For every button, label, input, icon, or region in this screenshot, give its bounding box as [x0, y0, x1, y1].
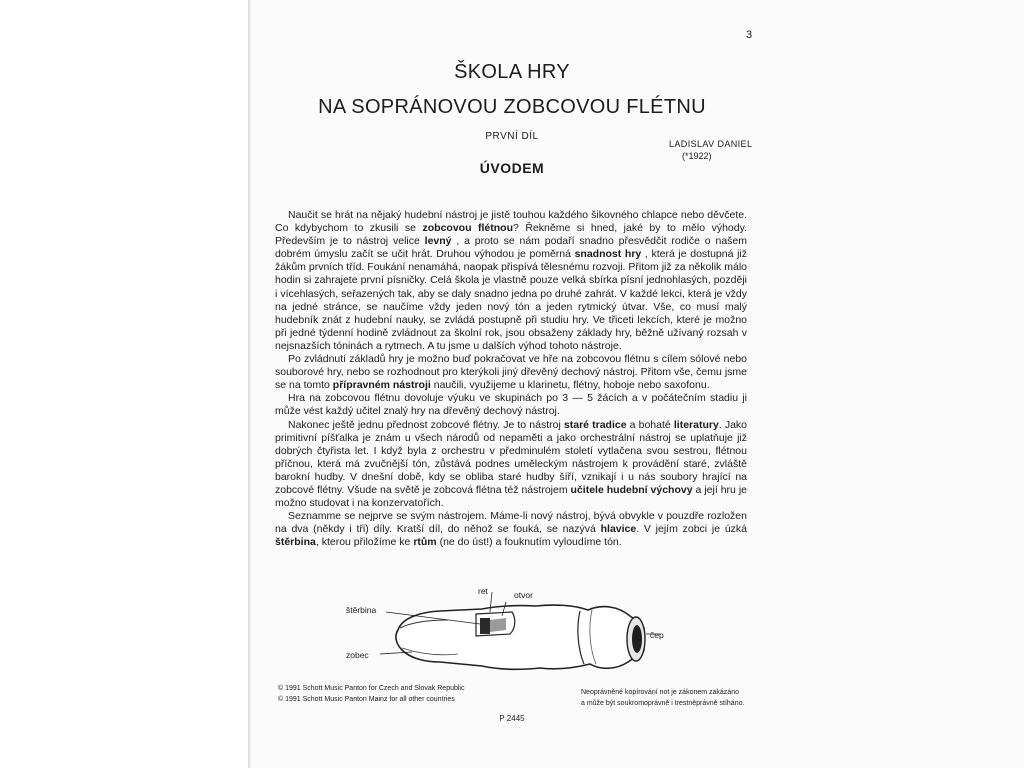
copy-warning	[581, 687, 744, 709]
title-line-2: NA SOPRÁNOVOU ZOBCOVOU FLÉTNU	[318, 96, 706, 118]
text-run: naučili, využijeme u klarinetu, flétny, hoboje nebo saxofonu.	[430, 379, 710, 392]
text-run: , která je dostupná již žákům prvních tříd. Foukání nenamáhá, naopak přispívá tělesnému rozvoji. Přitom již za několik málo hodin si zahrajete první písničky. Celá škola je vlastně pouze velká sbírka písní jednohlasých, později i vícehlasých, seřazených tak, aby se daly snadno jedna po druhé zahrát. V každé lekci, která je vždy na jedné stránce, se naučíme vždy jeden nový tón a jeden rytmický útvar. Vše, co musí malý hudebník znát z hudební nauky, se zvládá postupně při studiu hry. Ve třiceti lekcích, které je možno při jedné týdenní hodině zvládnout za školní rok, jsou obsaženy základy hry, běžně užívaný rozsah v nejsnazších tóninách a rytmech. A tu jsme u dalších výhod tohoto nástroje.	[275, 248, 747, 352]
bold-term: snadnost hry	[574, 248, 642, 261]
copyright-line-1: © 1991 Schott Music Panton for Czech and Slovak Republic	[278, 685, 465, 692]
body-text	[275, 209, 747, 549]
bold-term: přípravném nástroji	[332, 379, 431, 392]
text-run: Po zvládnutí základů hry je možno buď pokračovat ve hře na zobcovou flétnu s cílem sólové nebo souborové hry, nebo se rozhodnout pro kterýkoli jiný dřevěný dechový nástroj. Přitom vše, čemu jsme se na tomto	[275, 353, 747, 392]
figure-label-sterbina: štěrbina	[346, 605, 377, 615]
bold-term: štěrbina	[275, 536, 316, 549]
bold-term: staré tradice	[563, 418, 627, 431]
copyright-line-2: © 1991 Schott Music Panton Mainz for all other countries	[278, 696, 455, 703]
windway-shadow	[480, 618, 490, 634]
text-run: ? Řekněme si hned, jaké by to mělo výhody. Především je to nástroj velice	[275, 222, 747, 248]
subtitle: PRVNÍ DÍL	[485, 131, 539, 142]
title-line-1: ŠKOLA HRY	[454, 61, 570, 83]
recorder-figure	[340, 578, 720, 688]
body-paragraph	[275, 209, 747, 353]
author-years: (*1922)	[682, 151, 712, 161]
figure-label-ret: ret	[478, 586, 488, 596]
body-paragraph	[275, 392, 747, 418]
tenon-bore	[632, 625, 642, 653]
text-run: Hra na zobcovou flétnu dovoluje výuku ve skupinách po 3 — 5 žácích a v počátečním stadiu ji může vést každý učitel znalý hry na dřevěný dechový nástroj.	[275, 392, 747, 418]
copyright	[278, 683, 464, 705]
text-run: (ne do úst!) a fouknutím vyloudíme tón.	[436, 536, 622, 549]
text-run: Seznamme se nejprve se svým nástrojem. Máme-li nový nástroj, bývá obvykle v pouzdře rozložen na dva (někdy i tři) díly. Kratší díl, do něhož se fouká, se nazývá	[275, 510, 747, 536]
text-run: a bohaté	[626, 418, 674, 431]
bold-term: učitele hudební výchovy	[570, 483, 693, 496]
text-run: , kterou přiložíme ke	[315, 536, 414, 549]
section-heading: ÚVODEM	[479, 160, 545, 176]
bold-term: literatury	[673, 418, 719, 431]
publication-code: P 2445	[499, 714, 525, 723]
figure-label-zobec: zobec	[346, 650, 369, 660]
body-paragraph	[275, 353, 747, 392]
text-run: , a proto se nám podaří snadno přesvědčit rodiče o našem dobrém úmyslu začít se učit hrát. Druhou výhodou je poměrná	[275, 235, 747, 261]
body-paragraph	[275, 419, 747, 511]
bold-term: zobcovou flétnou	[422, 222, 513, 235]
bold-term: hlavice	[600, 523, 637, 536]
text-run: Naučit se hrát na nějaký hudební nástroj je jistě touhou každého šikovného chlapce nebo děvčete. Co kdybychom to zkusili se	[275, 209, 747, 235]
text-run: a její hru je možno studovat i na konzervatořích.	[275, 483, 747, 510]
text-run: Nakonec ještě jednu přednost zobcové flétny. Je to nástroj	[288, 418, 564, 431]
text-run: . Jako primitivní píšťalka je znám u všech národů od nepaměti a jako orchestrální nástroj se uplatňuje již dobrých čtyřista let. I když byla z orchestru v předminulém století vytlačena svou sestrou, flétnou příčnou, která má zvučnější tón, zůstává podnes uměleckým nástrojem k provádění staré, zvláště barokní hudby. V dnešní době, kdy se obliba staré hudby šíří, vznikají i u nás soubory hrající na zobcové flétny. Všude na světě je zobcová flétna též nástrojem	[275, 418, 748, 496]
bold-term: rtům	[413, 536, 437, 549]
bold-term: levný	[424, 235, 452, 248]
text-run: . V jejím zobci je úzká	[636, 523, 747, 536]
warning-line-2: a může být soukromoprávně i trestněprávně stíháno.	[581, 700, 745, 707]
figure-label-otvor: otvor	[514, 590, 533, 600]
page-number: 3	[746, 29, 753, 41]
recorder-body-outline	[396, 605, 644, 669]
body-paragraph	[275, 510, 747, 549]
labium-shading	[490, 618, 506, 632]
figure-label-cep: čep	[650, 630, 664, 640]
warning-line-1: Neoprávněné kopírování not je zákonem zakázáno	[581, 689, 739, 696]
author-name: LADISLAV DANIEL	[669, 139, 753, 149]
